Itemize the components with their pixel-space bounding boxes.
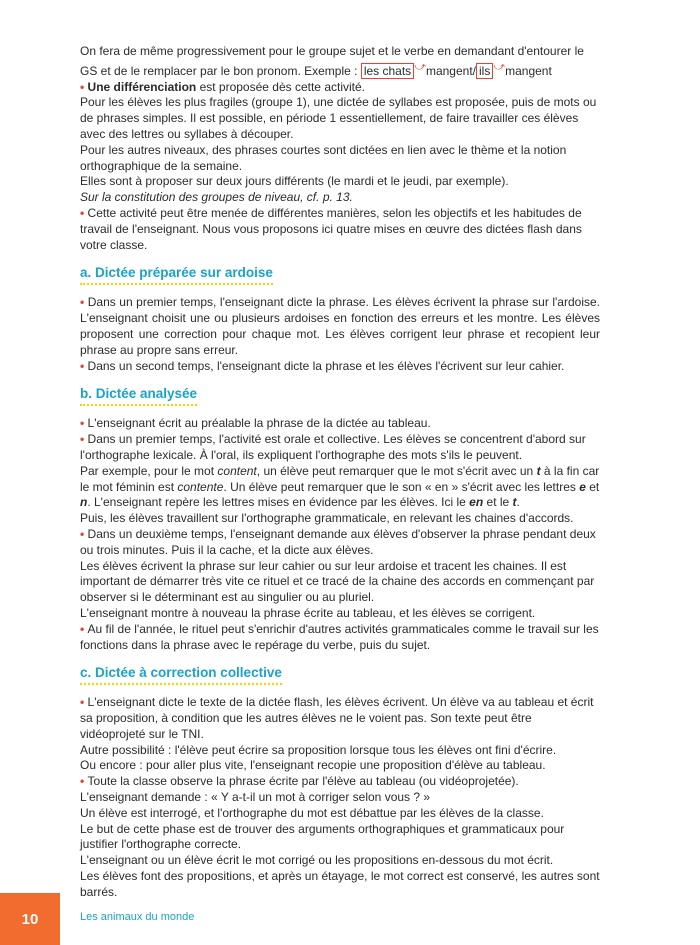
bullet-icon: • [80, 621, 88, 636]
bullet-paragraph: • Au fil de l'année, le rituel peut s'enrichir d'autres activités grammaticales comme le travail sur les fonctions dans la phrase avec le repérage du verbe, puis du sujet. [80, 621, 599, 652]
paragraph: Le but de cette phase est de trouver des arguments orthographiques et grammaticaux pour justifier l'orthographe correcte. [80, 821, 565, 852]
bullet-icon: • [80, 526, 88, 541]
footer-title: Les animaux du monde [80, 911, 195, 923]
bullet-icon: • [80, 416, 88, 431]
bullet-paragraph: • L'enseignant dicte le texte de la dictée flash, les élèves écrivent. Un élève va au tableau et écrit sa proposition, à condition que les autres élèves ne le voient pas. Son texte peut être vidéoprojeté sur le TNI. [80, 695, 594, 741]
curved-arrow-icon: ⤻ [493, 60, 506, 73]
bullet-paragraph: • Dans un premier temps, l'activité est orale et collective. Les élèves se concentrent d'abord sur l'orthographe lexicale. À l'oral, ils expliquent l'orthographe des mots s'ils le peuvent. [80, 432, 586, 462]
bullet-icon: • [80, 695, 88, 710]
intro-paragraph: On fera de même progressivement pour le groupe sujet et le verbe en demandant d'entourer le GS et de le remplacer par le bon pronom. Exemple : les chats ⤻mangent/ ils ⤻mangent [80, 44, 584, 78]
paragraph: L'enseignant ou un élève écrit le mot corrigé ou les propositions en-dessous du mot écrit. [80, 853, 554, 868]
page-footer [0, 893, 700, 945]
section-c-heading: c. Dictée à correction collective [80, 665, 282, 685]
paragraph: L'enseignant demande : « Y a-t-il un mot à corriger selon vous ? » [80, 790, 431, 805]
page-content [80, 44, 600, 901]
bullet-paragraph: • L'enseignant écrit au préalable la phrase de la dictée au tableau. [80, 416, 431, 431]
paragraph: Les élèves écrivent la phrase sur leur cahier ou sur leur ardoise et tracent les chaines. Il est important de démarrer très vite ce rituel et ce tracé de la chaine des accords en commençant par observer si le déterminant est au singulier ou au pluriel. [80, 558, 595, 605]
curved-arrow-icon: ⤻ [414, 60, 426, 73]
section-a-heading: a. Dictée préparée sur ardoise [80, 265, 273, 285]
bullet-icon: • [80, 79, 88, 94]
paragraph: Pour les élèves les plus fragiles (groupe 1), une dictée de syllabes est proposée, puis de mots ou de phrases simples. Il est possible, en période 1 essentiellement, de faire travailler ces élèves avec des lettres ou syllabes à découper. [80, 95, 597, 141]
bullet-paragraph: • Toute la classe observe la phrase écrite par l'élève au tableau (ou vidéoprojetée). [80, 774, 519, 789]
paragraph: L'enseignant montre à nouveau la phrase écrite au tableau, et les élèves se corrigent. [80, 605, 536, 620]
example-paragraph: Par exemple, pour le mot content, un élève peut remarquer que le mot s'écrit avec un t à la fin car le mot féminin est contente. Un élève peut remarquer que le son « en » s'écrit avec les lettres e et n. L'enseignant repère les lettres mises en évidence par les élèves. Ici le en et le t. [80, 463, 600, 510]
differentiation-line: • Une différenciation est proposée dès cette activité. [80, 79, 365, 94]
paragraph: Les élèves font des propositions, et après un étayage, le mot correct est conservé, les autres sont barrés. [80, 869, 600, 899]
paragraph: Puis, les élèves travaillent sur l'orthographe grammaticale, en relevant les chaines d'accords. [80, 511, 574, 526]
paragraph: Elles sont à proposer sur deux jours différents (le mardi et le jeudi, par exemple). [80, 174, 509, 189]
bullet-icon: • [80, 432, 88, 447]
bullet-paragraph: • Cette activité peut être menée de différentes manières, selon les objectifs et les habitudes de travail de l'enseignant. Nous vous proposons ici quatre mises en œuvre des dictées flash dans votre classe. [80, 205, 582, 252]
paragraph: Pour les autres niveaux, des phrases courtes sont dictées en lien avec le thème et la notion orthographique de la semaine. [80, 142, 567, 173]
bullet-paragraph: • Dans un deuxième temps, l'enseignant demande aux élèves d'observer la phrase pendant deux ou trois minutes. Puis il la cache, et la dicte aux élèves. [80, 526, 596, 557]
reference-note: Sur la constitution des groupes de niveau, cf. p. 13. [80, 190, 353, 205]
bullet-icon: • [80, 205, 88, 220]
bullet-icon: • [80, 295, 88, 310]
page-number: 10 [0, 893, 60, 945]
example-pronoun-box: ils [476, 63, 493, 79]
example-subject-box: les chats [361, 63, 414, 79]
bullet-paragraph: • Dans un premier temps, l'enseignant dicte la phrase. Les élèves écrivent la phrase sur l'ardoise. L'enseignant choisit une ou plusieurs ardoises en fonction des erreurs et les montre. Les élèves proposent une correction pour chaque mot. Les élèves corrigent leur phrase et recopient leur phrase au propre sans erreur. [80, 295, 600, 357]
bullet-icon: • [80, 774, 88, 789]
bullet-icon: • [80, 358, 88, 373]
section-b-heading: b. Dictée analysée [80, 386, 197, 406]
paragraph: Ou encore : pour aller plus vite, l'enseignant recopie une proposition d'élève au tableau. [80, 758, 546, 773]
paragraph: Un élève est interrogé, et l'orthographe du mot est débattue par les élèves de la classe. [80, 805, 544, 820]
paragraph: Autre possibilité : l'élève peut écrire sa proposition lorsque tous les élèves ont fini d'écrire. [80, 742, 557, 757]
bullet-paragraph: • Dans un second temps, l'enseignant dicte la phrase et les élèves l'écrivent sur leur cahier. [80, 358, 565, 373]
